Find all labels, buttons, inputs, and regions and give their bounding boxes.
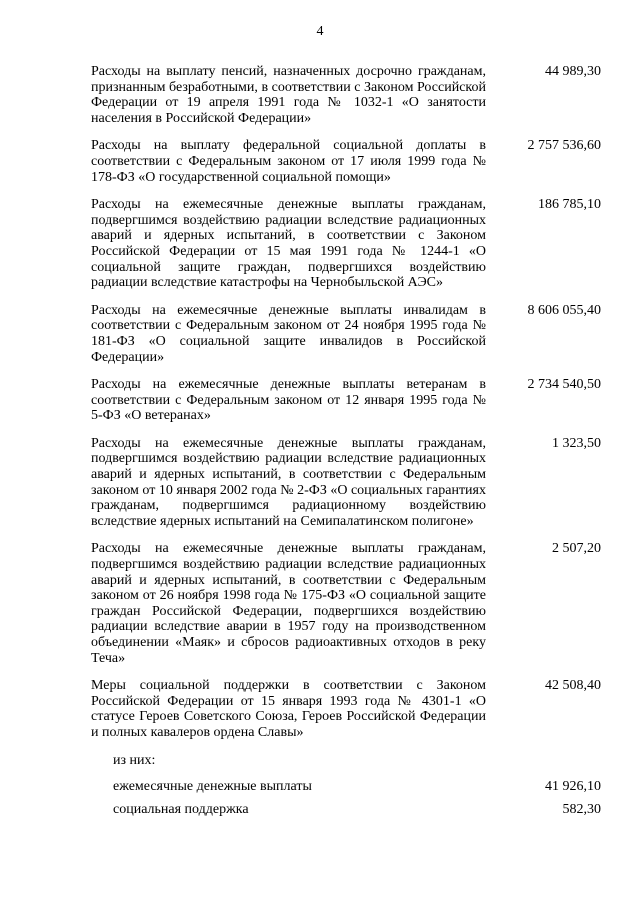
table-subrow [91,779,601,795]
row-amount: 2 734 540,50 [527,377,601,393]
row-amount: 2 507,20 [552,541,601,557]
subrow-description: социальная поддержка [113,801,249,817]
row-description: Расходы на ежемесячные денежные выплаты гражданам, подвергшимся воздействию радиации вследствие радиационных аварий и ядерных испытаний, в соответствии с Федеральным законом от 10 января 2002 года № 2-ФЗ «О социальных гарантиях гражданам, подвергшимся радиационному воздействию вследствие ядерных испытаний на Семипалатинском полигоне» [91,435,486,529]
table-row [91,377,601,424]
row-amount: 2 757 536,60 [527,138,601,154]
row-amount: 8 606 055,40 [527,302,601,318]
table-row [91,303,601,365]
table-row [91,197,601,291]
page-number: 4 [316,24,324,39]
row-amount: 186 785,10 [538,197,601,213]
table-subrow [91,802,601,818]
table-row [91,541,601,666]
subrow-amount: 41 926,10 [545,779,601,795]
of-which-label: из них: [113,752,156,768]
subrow-amount: 582,30 [562,801,601,817]
row-description: Меры социальной поддержки в соответствии с Законом Российской Федерации от 15 января 1993 года № 4301-1 «О статусе Героев Советского Союза, Героев Российской Федерации и полных кавалеров ордена Славы» [91,678,486,740]
row-description: Расходы на ежемесячные денежные выплаты ветеранам в соответствии с Федеральным законом от 12 января 1995 года № 5-ФЗ «О ветеранах» [91,377,486,424]
row-amount: 44 989,30 [545,64,601,79]
row-amount: 1 323,50 [552,435,601,451]
row-description: Расходы на ежемесячные денежные выплаты инвалидам в соответствии с Федеральным законом от 24 ноября 1995 года № 181-ФЗ «О социальной защите инвалидов в Российской Федерации» [91,302,486,365]
table-row [91,436,601,530]
row-amount: 42 508,40 [545,678,601,694]
subrow-description: ежемесячные денежные выплаты [113,779,312,795]
expenditure-table [91,64,601,824]
row-description: Расходы на ежемесячные денежные выплаты гражданам, подвергшимся воздействию радиации вследствие радиационных аварий и ядерных испытаний, в соответствии с Законом Российской Федерации от 15 мая 1991 года № 1244-1 «О социальной защите граждан, подвергшихся воздействию радиации вследствие катастрофы на Чернобыльской АЭС» [91,197,486,291]
table-row [91,138,601,185]
row-description: Расходы на выплату пенсий, назначенных досрочно гражданам, признанным безработными, в соответствии с Законом Российской Федерации от 19 апреля 1991 года № 1032-1 «О занятости населения в Российской Федерации» [91,64,486,126]
row-description: Расходы на ежемесячные денежные выплаты гражданам, подвергшимся воздействию радиации вследствие радиационных аварий и ядерных испытаний, в соответствии с Федеральным законом от 26 ноября 1998 года № 175-ФЗ «О социальной защите граждан Российской Федерации, подвергшихся воздействию радиации вследствие аварии в 1957 году на производственном объединении «Маяк» и сбросов радиоактивных отходов в реку Теча» [91,541,486,666]
table-row [91,678,601,740]
table-row [91,64,601,126]
row-description: Расходы на выплату федеральной социальной доплаты в соответствии с Федеральным законом от 17 июля 1999 года № 178-ФЗ «О государственной социальной помощи» [91,138,486,185]
